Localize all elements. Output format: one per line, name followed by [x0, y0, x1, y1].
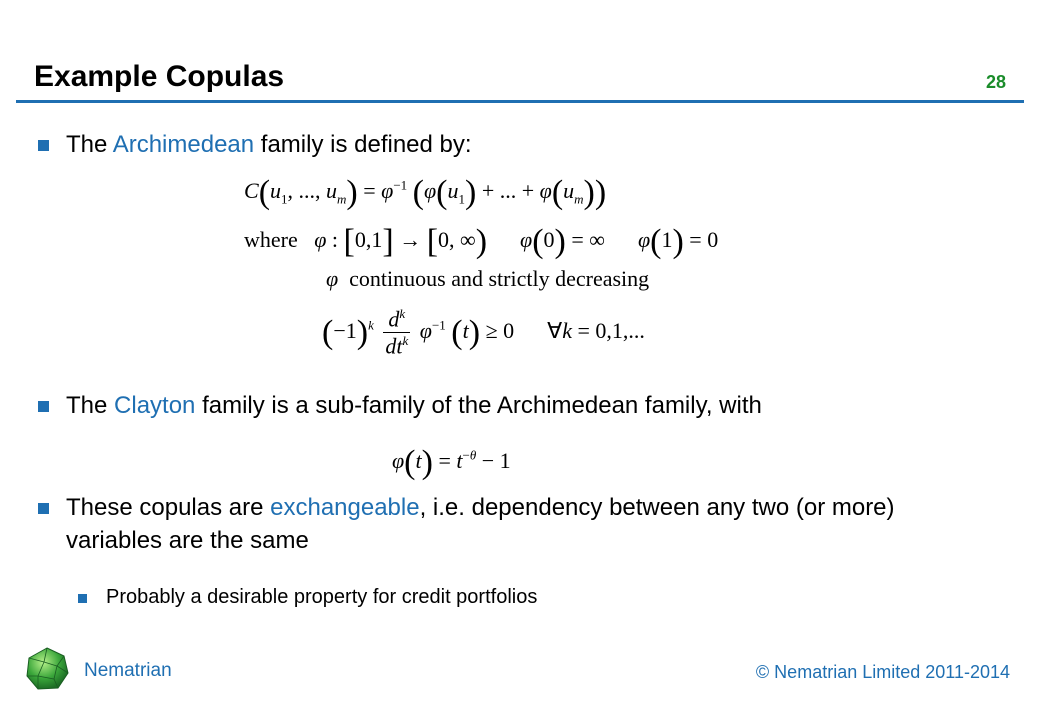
highlight-term: Clayton	[114, 392, 196, 419]
bullet-square-icon	[38, 140, 49, 151]
sub-bullet-text: Probably a desirable property for credit portfolios	[106, 586, 538, 608]
bullet-square-icon	[38, 503, 49, 514]
slide-title: Example Copulas	[34, 60, 285, 93]
highlight-term: exchangeable	[270, 494, 420, 521]
footer-brand: Nematrian	[84, 660, 172, 681]
bullet-exchangeable	[38, 491, 938, 557]
bullet-text: The Archimedean family is defined by:	[66, 131, 472, 158]
bullet-square-icon	[38, 401, 49, 412]
formula-where-conditions: where φ : [0,1] → [0, ∞) φ(0) = ∞ φ(1) = 0	[244, 223, 719, 260]
highlight-term: Archimedean	[112, 131, 255, 158]
title-divider	[16, 100, 1024, 103]
formula-derivative-condition: $(-1)^k$ $\frac{d^k}{dt^k}$ $\varphi^{-1}$ (t) ≥ 0 ∀k = 0,1,...	[322, 306, 645, 359]
bullet-clayton	[38, 389, 938, 422]
page-number: 28	[985, 72, 1006, 92]
bullet-text: The Clayton family is a sub-family of the Archimedean family, with	[66, 392, 762, 419]
sub-bullet-credit	[78, 586, 537, 609]
sub-bullet-square-icon	[78, 594, 87, 603]
bullet-archimedean	[38, 128, 938, 161]
footer-copyright: © Nematrian Limited 2011-2014	[755, 662, 1010, 682]
bullet-text: These copulas are exchangeable, i.e. dependency between any two (or more) variables are the same	[66, 494, 895, 554]
nematrian-logo-icon	[24, 646, 70, 692]
formula-archimedean-definition: $C(u_1$, ..., $u_m) = \varphi^{-1}$ ($\varphi(u_1)$ + ... + $\varphi(u_m)$)	[244, 174, 607, 211]
formula-clayton: $\varphi(t) = t^{-\theta} - 1$	[392, 444, 511, 481]
formula-continuous-condition: φ continuous and strictly decreasing	[326, 266, 650, 291]
